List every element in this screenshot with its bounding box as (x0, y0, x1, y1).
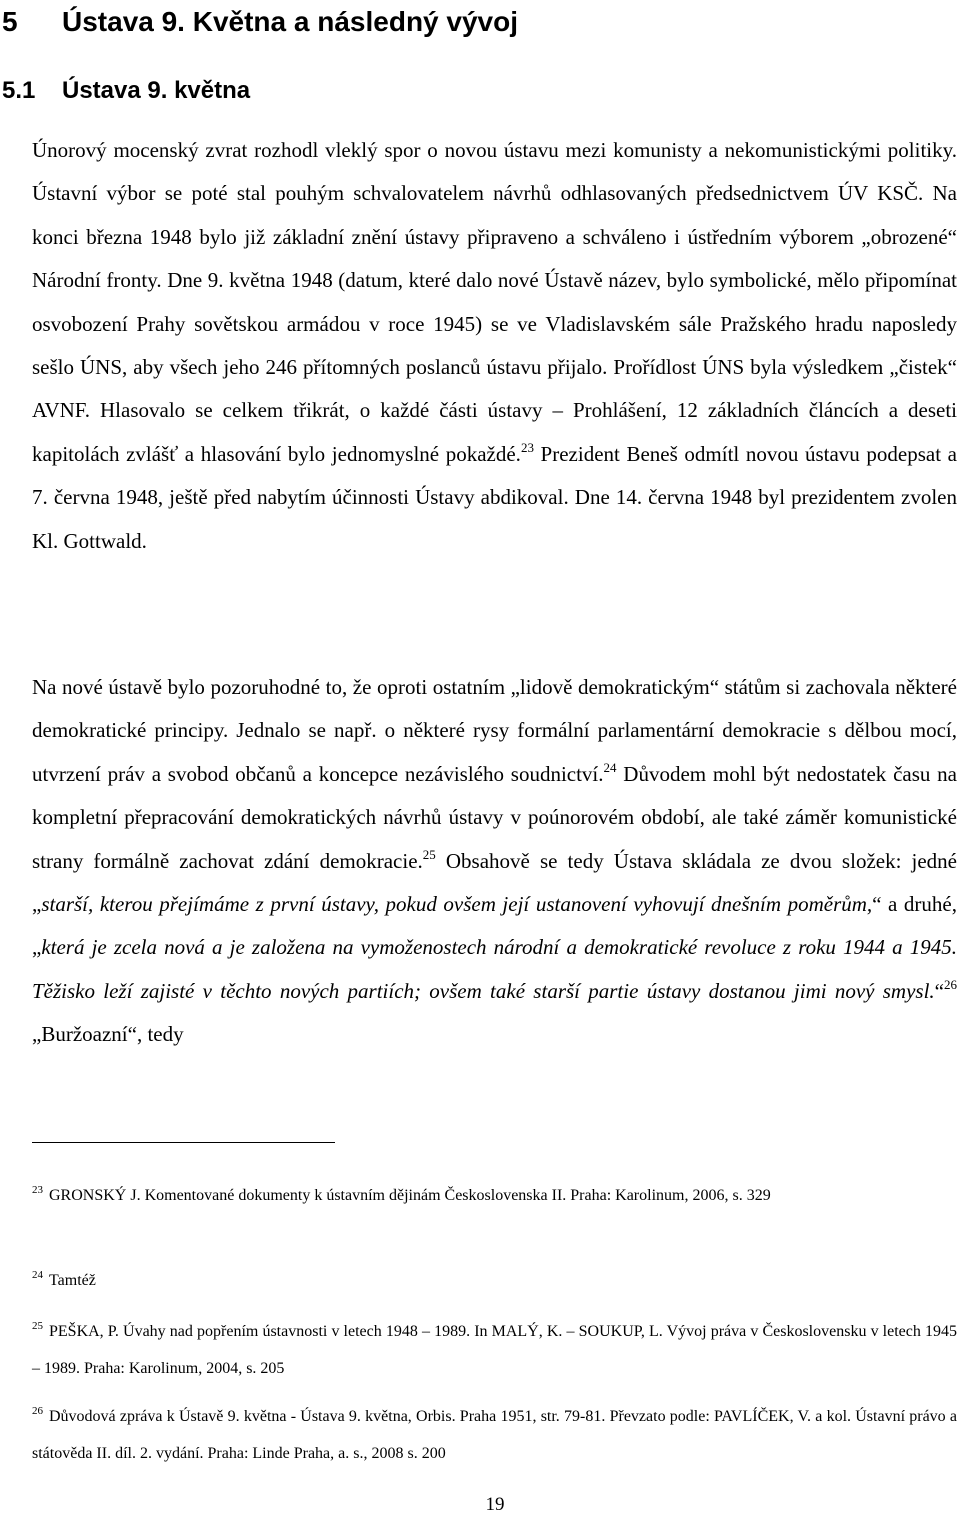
paragraph-2-text-b: Důvodem mohl být nedostatek času na kompletní přepracování demokratických návrhů ústavy v poúnorovém období, ale také záměr komunistické strany formálně zachovat zdání demokracie. (32, 761, 957, 873)
subsection-title: Ústava 9. května (62, 77, 251, 104)
footnote-number: 24 (32, 1269, 43, 1281)
footnote-text: PEŠKA, P. Úvahy nad popřením ústavnosti v letech 1948 – 1989. In MALÝ, K. – SOUKUP, L. Vývoj práva v Československu v letech 1945 – 1989. Praha: Karolinum, 2004, s. 205 (32, 1323, 957, 1377)
footnote-ref-25: 25 (422, 846, 436, 862)
paragraph-1 (32, 129, 957, 563)
footnote-25 (32, 1313, 957, 1387)
footnote-ref-26: 26 (944, 976, 957, 992)
footnote-text: GRONSKÝ J. Komentované dokumenty k ústavním dějinám Československa II. Praha: Karolinum, 2006, s. 329 (49, 1187, 771, 1204)
footnote-23 (32, 1177, 957, 1214)
footnote-text: Tamtéž (49, 1272, 96, 1289)
page-number: 19 (485, 1494, 505, 1515)
footnote-number: 23 (32, 1184, 43, 1196)
section-heading (2, 2, 518, 42)
footnote-separator (32, 1142, 335, 1143)
paragraph-2-text-c: Obsahově se tedy Ústava skládala ze dvou složek: jedné „ (32, 848, 957, 917)
footnote-text: Důvodová zpráva k Ústavě 9. května - Ústava 9. května, Orbis. Praha 1951, str. 79-81. Převzato podle: PAVLÍČEK, V. a kol. Ústavní právo a státověda II. díl. 2. vydání. Praha: Linde Praha, a. s., 2008 s. 200 (32, 1408, 957, 1462)
paragraph-2-text-e: “ (934, 978, 944, 1003)
footnote-number: 26 (32, 1405, 43, 1417)
paragraph-2-text-a: Na nové ústavě bylo pozoruhodné to, že oproti ostatním „lidově demokratickým“ státům si zachovala některé demokratické principy. Jednalo se např. o některé rysy formální parlamentární demokracie s dělbou mocí, utvrzení práv a svobod občanů a koncepce nezávislého soudnictví. (32, 675, 957, 786)
footnote-ref-23: 23 (520, 439, 534, 455)
section-title: Ústava 9. Května a následný vývoj (62, 6, 518, 37)
section-number: 5 (2, 6, 18, 37)
paragraph-1-text-a: Únorový mocenský zvrat rozhodl vleklý spor o novou ústavu mezi komunisty a nekomunistickými politiky. Ústavní výbor se poté stal pouhým schvalovatelem návrhů odhlasovaných předsednictvem ÚV KSČ. Na konci března 1948 bylo již základní znění ústavy připraveno a schváleno i ústředním výborem „obrozené“ Národní fronty. Dne 9. května 1948 (datum, které dalo nové Ústavě název, bylo symbolické, mělo připomínat osvobození Prahy sovětskou armádou v roce 1945) se ve Vladislavském sále Pražského hradu naposledy sešlo ÚNS, aby všech jeho 246 přítomných poslanců ústavu přijalo. Prořídlost ÚNS byla výsledkem „čistek“ AVNF. Hlasovalo se celkem třikrát, o každé části ústavy – Prohlášení, 12 základních článcích a deseti kapitolách zvlášť a hlasování bylo jednomyslné pokaždé. (32, 138, 957, 466)
subsection-number: 5.1 (2, 77, 36, 104)
footnote-ref-24: 24 (603, 759, 617, 775)
footnote-number: 25 (32, 1320, 43, 1332)
paragraph-1-text-b: Prezident Beneš odmítl novou ústavu podepsat a 7. června 1948, ještě před nabytím účinnosti Ústavy abdikoval. Dne 14. června 1948 byl prezidentem zvolen Kl. Gottwald. (32, 441, 957, 553)
paragraph-2 (32, 666, 957, 1057)
footnote-24 (32, 1262, 957, 1299)
quote-older-part: starší, kterou přejímáme z první ústavy, pokud ovšem její ustanovení vyhovují dnešním poměrům, (41, 892, 873, 917)
paragraph-2-text-f: „Buržoazní“, tedy (32, 1022, 184, 1047)
paragraph-2-text-d: “ a druhé, „ (32, 892, 957, 960)
footnote-26 (32, 1398, 957, 1472)
subsection-heading (2, 73, 250, 109)
quote-new-part: která je zcela nová a je založena na vymoženostech národní a demokratické revoluce z roku 1944 a 1945. Těžisko leží zajisté v těchto nových partiích; ovšem také starší partie ústavy dostanou jimi nový smysl. (32, 935, 957, 1003)
